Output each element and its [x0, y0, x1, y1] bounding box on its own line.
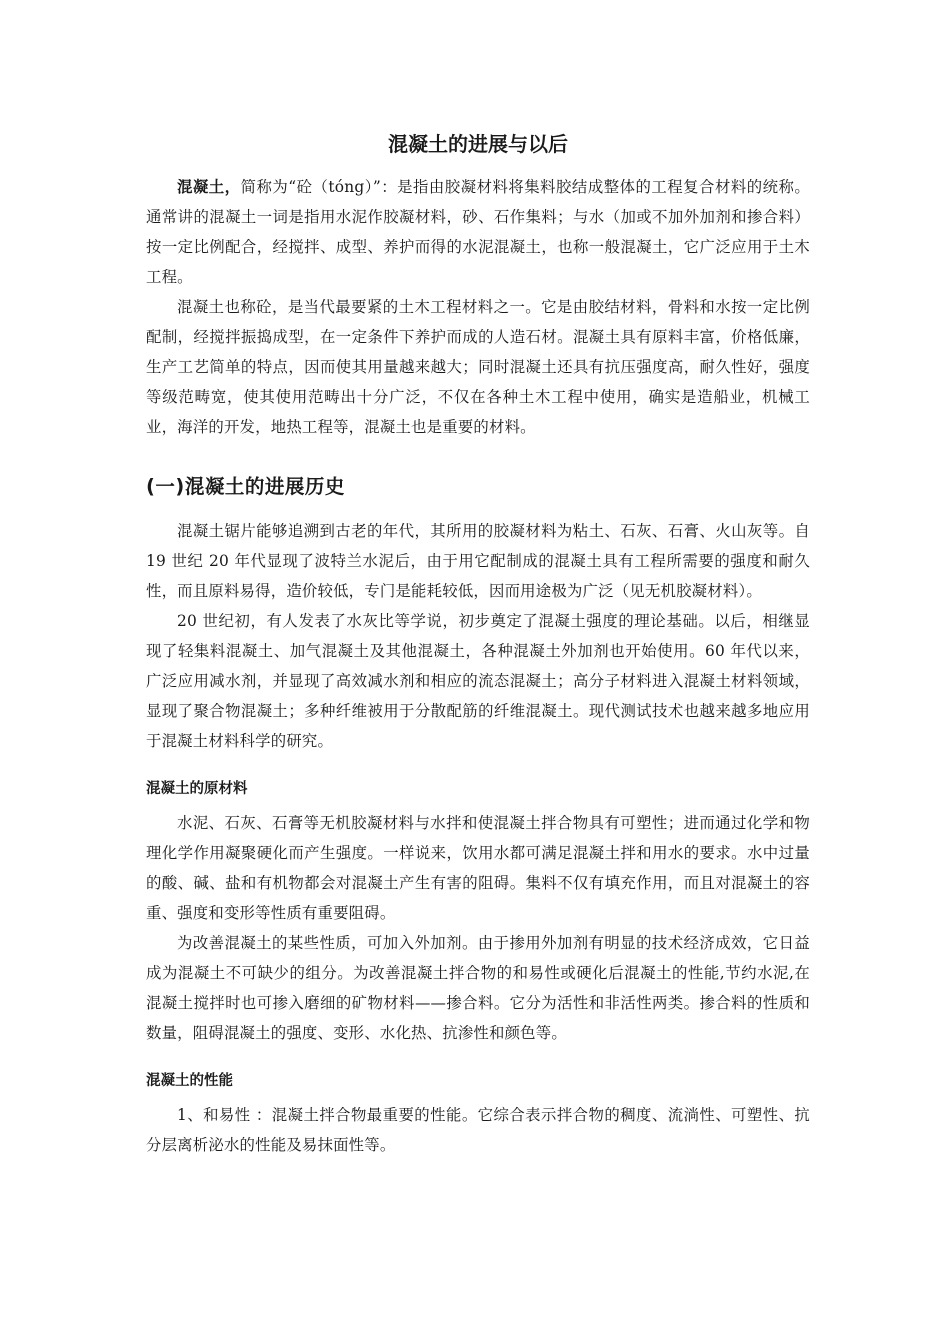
- properties-paragraph: 1、和易性 ：混凝土拌合物最重要的性能。它综合表示拌合物的稠度、流淌性、可塑性、抗分层离析泌水的性能及易抹面性等。: [146, 1106, 810, 1154]
- document-page: [146, 128, 810, 1160]
- intro-paragraph: 混凝土也称砼，是当代最要紧的土木工程材料之一。它是由胶结材料，骨料和水按一定比例配制，经搅拌振捣成型，在一定条件下养护而成的人造石材。混凝土具有原料丰富，价格低廉，生产工艺简单的特点，因而使其用量越来越大；同时混凝土还具有抗压强度高，耐久性好，强度等级范畴宽，使其使用范畴出十分广泛，不仅在各种土木工程中使用，确实是造船业，机械工业，海洋的开发，地热工程等，混凝土也是重要的材料。: [146, 298, 810, 436]
- subheading-raw-materials: 混凝土的原材料: [146, 781, 248, 797]
- intro-paragraph-text: 简称为“砼（tóng）”：是指由胶凝材料将集料胶结成整体的工程复合材料的统称。通常讲的混凝土一词是指用水泥作胶凝材料，砂、石作集料；与水（加或不加外加剂和掺合料）按一定比例配合，经搅拌、成型、养护而得的水泥混凝土，也称一般混凝土，它广泛应用于土木工程。: [146, 178, 810, 286]
- intro-paragraph: [146, 172, 810, 292]
- document-title: 混凝土的进展与以后: [388, 132, 568, 156]
- raw-materials-paragraph: 水泥、石灰、石膏等无机胶凝材料与水拌和使混凝土拌合物具有可塑性；进而通过化学和物理化学作用凝聚硬化而产生强度。一样说来，饮用水都可满足混凝土拌和用水的要求。水中过量的酸、碱、盐和有机物都会对混凝土产生有害的阻碍。集料不仅有填充作用，而且对混凝土的容重、强度和变形等性质有重要阻碍。: [146, 814, 810, 922]
- raw-materials-paragraph: 为改善混凝土的某些性质，可加入外加剂。由于掺用外加剂有明显的技术经济成效，它日益成为混凝土不可缺少的组分。为改善混凝土拌合物的和易性或硬化后混凝土的性能,节约水泥,在混凝土搅拌时也可掺入磨细的矿物材料——掺合料。它分为活性和非活性两类。掺合料的性质和数量，阻碍混凝土的强度、变形、水化热、抗渗性和颜色等。: [146, 934, 810, 1042]
- history-paragraph: 混凝土锯片能够追溯到古老的年代，其所用的胶凝材料为粘土、石灰、石膏、火山灰等。自 19 世纪 20 年代显现了波特兰水泥后，由于用它配制成的混凝土具有工程所需要的强度和耐久性，而且原料易得，造价较低，专门是能耗较低，因而用途极为广泛（见无机胶凝材料）。: [146, 522, 810, 600]
- intro-lead-term: 混凝土，: [177, 178, 241, 196]
- section-heading-history: (一)混凝土的进展历史: [146, 475, 345, 498]
- history-paragraph: 20 世纪初，有人发表了水灰比等学说，初步奠定了混凝土强度的理论基础。以后，相继显现了轻集料混凝土、加气混凝土及其他混凝土，各种混凝土外加剂也开始使用。60 年代以来，广泛应用减水剂，并显现了高效减水剂和相应的流态混凝土；高分子材料进入混凝土材料领域，显现了聚合物混凝土；多种纤维被用于分散配筋的纤维混凝土。现代测试技术也越来越多地应用于混凝土材料科学的研究。: [146, 612, 810, 750]
- subheading-properties: 混凝土的性能: [146, 1073, 233, 1089]
